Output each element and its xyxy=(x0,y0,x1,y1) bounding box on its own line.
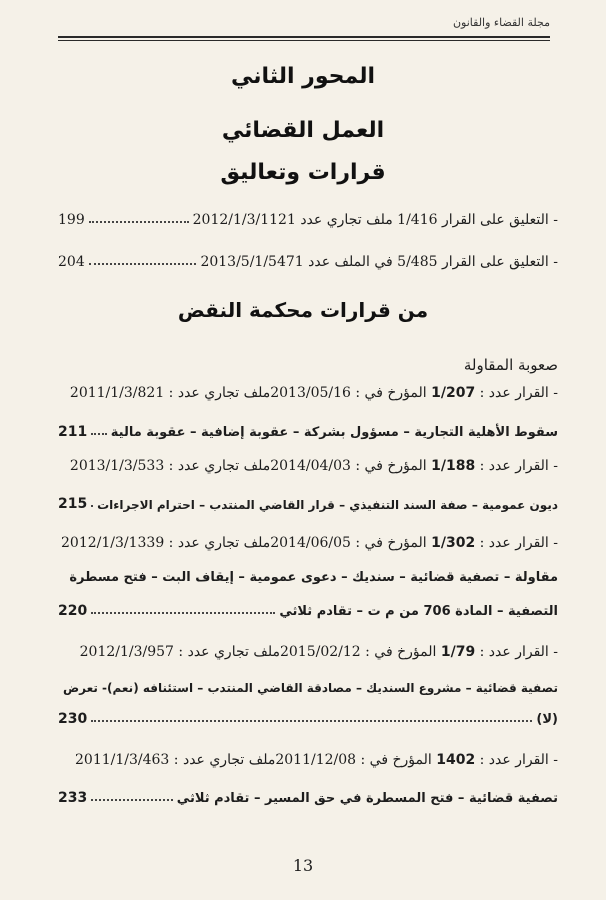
toc-page-number: 199 xyxy=(58,212,85,228)
toc-decision-3[interactable] xyxy=(58,597,558,619)
decision-label: - القرار عدد : xyxy=(479,385,558,401)
decision-subject: تصفية قضائية – فتح المسطرة في حق المسير – تقادم ثلاثي xyxy=(176,791,558,806)
decision-header-5 xyxy=(75,752,558,768)
toc-comment-1[interactable] xyxy=(58,206,558,228)
decision-header-4 xyxy=(79,644,558,660)
decision-subject: تصفية قضائية – مشروع السنديك – مصادقة القاضي المنتدب – استئنافه (نعم)- تعرض xyxy=(62,681,558,695)
decision-label: - القرار عدد : xyxy=(479,644,558,660)
toc-leader-dots xyxy=(91,433,107,435)
decision-number: 1/302 xyxy=(431,535,476,551)
toc-decision-4[interactable] xyxy=(58,705,558,727)
toc-page-number: 215 xyxy=(58,496,88,512)
decision-subject-cont: التصفية – المادة 706 من م ت – تقادم ثلاثي xyxy=(279,604,558,619)
toc-page-number: 233 xyxy=(58,790,88,806)
toc-page-number: 230 xyxy=(58,711,88,727)
decision-header-2 xyxy=(69,458,558,474)
toc-leader-dots xyxy=(91,612,275,614)
decision-file: ملف تجاري عدد : 2013/1/3/533 xyxy=(69,458,271,474)
toc-decision-1[interactable] xyxy=(58,418,558,440)
decision-subject: سقوط الأهلية التجارية – مسؤول بشركة – عقوبة إضافية – عقوبة مالية xyxy=(110,425,558,440)
toc-leader-dots xyxy=(91,505,93,507)
decision-file: ملف تجاري عدد : 2012/1/3/957 xyxy=(79,644,280,660)
toc-page-number: 211 xyxy=(58,424,88,440)
decision-number: 1402 xyxy=(436,752,476,768)
toc-comment-text: - التعليق على القرار 5/485 في الملف عدد 2013/5/1/5471 xyxy=(200,254,558,270)
axis-heading: المحور الثاني xyxy=(230,64,376,89)
decision-header-1 xyxy=(69,385,558,401)
toc-page-number: 220 xyxy=(58,603,88,619)
decision-date: المؤرخ في : 2011/12/08 xyxy=(275,752,432,768)
section-title: صعوبة المقاولة xyxy=(463,356,558,374)
header-rule-thin xyxy=(58,40,550,41)
decision-number: 1/207 xyxy=(431,385,476,401)
cassation-heading: من قرارات محكمة النقض xyxy=(177,298,429,322)
toc-leader-dots xyxy=(89,221,189,223)
decision-date: المؤرخ في : 2015/02/12 xyxy=(279,644,437,660)
decision-file: ملف تجاري عدد : 2011/1/3/821 xyxy=(69,385,271,401)
decision-file: ملف تجاري عدد : 2012/1/3/1339 xyxy=(61,535,271,551)
decision-file: ملف تجاري عدد : 2011/1/3/463 xyxy=(75,752,276,768)
decision-subject: ديون عمومية – صفة السند التنفيذي – قرار القاضي المنتدب – احترام الاجراءات xyxy=(97,498,558,512)
decision-label: - القرار عدد : xyxy=(479,535,558,551)
toc-decision-2[interactable] xyxy=(58,490,558,512)
toc-leader-dots xyxy=(91,799,173,801)
decision-number: 1/79 xyxy=(440,644,476,660)
decision-label: - القرار عدد : xyxy=(479,752,558,768)
decision-date: المؤرخ في : 2014/06/05 xyxy=(270,535,427,551)
judicial-work-heading: العمل القضائي xyxy=(221,118,385,143)
toc-leader-dots xyxy=(91,720,532,722)
decision-date: المؤرخ في : 2013/05/16 xyxy=(270,385,427,401)
decision-subject: مقاولة – تصفية قضائية – سنديك – دعوى عمومية – إيقاف البت – فتح مسطرة xyxy=(69,570,558,585)
toc-leader-dots xyxy=(89,263,197,265)
decision-number: 1/188 xyxy=(431,458,476,474)
toc-comment-text: - التعليق على القرار 1/416 ملف تجاري عدد 2012/1/3/1121 xyxy=(192,212,558,228)
journal-title: مجلة القضاء والقانون xyxy=(449,16,550,29)
decision-label: - القرار عدد : xyxy=(479,458,558,474)
toc-comment-2[interactable] xyxy=(58,248,558,270)
page-number: 13 xyxy=(292,856,314,875)
header-rule xyxy=(58,36,550,38)
decision-date: المؤرخ في : 2014/04/03 xyxy=(270,458,427,474)
decisions-comments-heading: قرارات وتعاليق xyxy=(220,160,386,185)
decision-header-3 xyxy=(61,535,558,551)
toc-page-number: 204 xyxy=(58,254,85,270)
toc-decision-5[interactable] xyxy=(58,784,558,806)
decision-subject-cont: (لا) xyxy=(536,712,558,727)
